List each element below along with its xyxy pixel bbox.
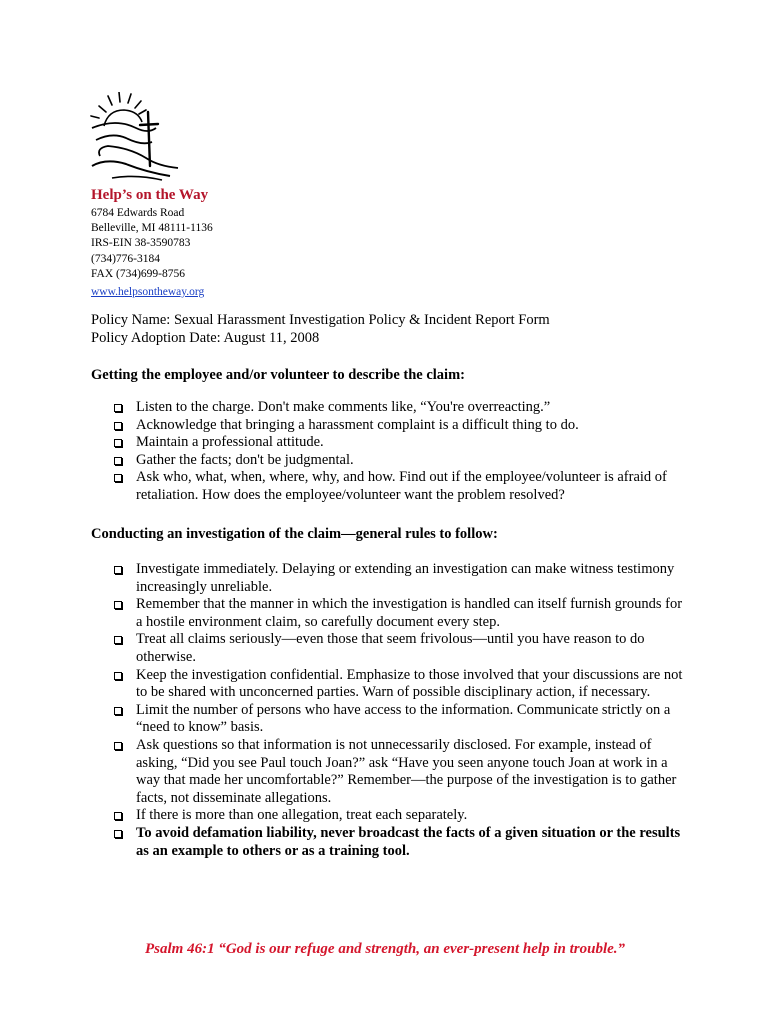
checkbox-bullet-icon (114, 601, 122, 609)
list-item-text: Ask questions so that information is not unnecessarily disclosed. For example, instead of asking, “Did you see Paul touch Joan?” ask “Have you seen anyone touch Joan at work in a way that made her uncomfortable?” Remember—the purpose of the investigation is to gather facts, not disseminate allegations. (136, 736, 677, 806)
list-item-text: Investigate immediately. Delaying or extending an investigation can make witness testimony increasingly unreliable. (136, 561, 675, 595)
list-item (114, 702, 686, 737)
checkbox-bullet-icon (114, 474, 122, 482)
list-item-text: Treat all claims seriously—even those that seem frivolous—until you have reason to do otherwise. (136, 631, 645, 665)
policy-info (91, 311, 550, 347)
irs-ein-line: IRS-EIN 38-3590783 (91, 237, 191, 250)
list-item-text: Ask who, what, when, where, why, and how. Find out if the employee/volunteer is afraid of retaliation. How does the employee/volunteer want the problem resolved? (136, 469, 667, 503)
policy-name: Policy Name: Sexual Harassment Investigation Policy & Incident Report Form (91, 312, 550, 328)
list-item (114, 825, 686, 860)
list-item (114, 737, 686, 807)
list-item (114, 561, 686, 596)
checkbox-bullet-icon (114, 830, 122, 838)
list-item-text: To avoid defamation liability, never broadcast the facts of a given situation or the results as an example to others or as a training tool. (136, 824, 681, 859)
list-item (114, 399, 686, 417)
sun-cross-hills-logo-icon (86, 92, 186, 182)
organization-header (91, 186, 213, 300)
list-item-text: Limit the number of persons who have access to the information. Communicate strictly on a “need to know” basis. (136, 701, 671, 736)
list-item-text: Remember that the manner in which the investigation is handled can itself furnish grounds for a hostile environment claim, so carefully document every step. (136, 596, 683, 630)
list-item (114, 667, 686, 702)
describe-claim-list (114, 399, 686, 505)
checkbox-bullet-icon (114, 457, 122, 465)
checkbox-bullet-icon (114, 439, 122, 447)
psalm-footer: Psalm 46:1 “God is our refuge and strength, an ever-present help in trouble.” (144, 941, 626, 957)
list-item-text: Maintain a professional attitude. (136, 434, 324, 451)
list-item (114, 596, 686, 631)
list-item (114, 807, 686, 825)
list-item (114, 434, 686, 452)
website-link[interactable]: www.helpsontheway.org (91, 286, 205, 299)
list-item (114, 452, 686, 470)
list-item (114, 417, 686, 435)
section-title-investigation-rules: Conducting an investigation of the claim—general rules to follow: (91, 526, 498, 542)
checkbox-bullet-icon (114, 404, 122, 412)
investigation-rules-list (114, 561, 686, 860)
address-line-street: 6784 Edwards Road (91, 207, 185, 219)
organization-name: Help’s on the Way (91, 187, 209, 203)
list-item (114, 469, 686, 504)
list-item-text: Keep the investigation confidential. Emphasize to those involved that your discussions are not to be shared with unconcerned parties. Warn of possible disciplinary action, if necessary. (136, 666, 683, 701)
list-item-text: Gather the facts; don't be judgmental. (136, 451, 354, 468)
policy-adoption-date: Policy Adoption Date: August 11, 2008 (91, 330, 320, 346)
phone-line: (734)776-3184 (91, 252, 160, 265)
checkbox-bullet-icon (114, 566, 122, 574)
list-item-text: If there is more than one allegation, treat each separately. (136, 807, 468, 824)
section-title-describe-claim: Getting the employee and/or volunteer to describe the claim: (91, 367, 465, 383)
checkbox-bullet-icon (114, 812, 122, 820)
address-line-city: Belleville, MI 48111-1136 (91, 222, 213, 235)
checkbox-bullet-icon (114, 636, 122, 644)
list-item-text: Listen to the charge. Don't make comments like, “You're overreacting.” (136, 399, 551, 415)
checkbox-bullet-icon (114, 707, 122, 715)
checkbox-bullet-icon (114, 742, 122, 750)
checkbox-bullet-icon (114, 672, 122, 680)
list-item (114, 631, 686, 666)
list-item-text: Acknowledge that bringing a harassment complaint is a difficult thing to do. (136, 416, 579, 433)
checkbox-bullet-icon (114, 422, 122, 430)
fax-line: FAX (734)699-8756 (91, 267, 186, 280)
